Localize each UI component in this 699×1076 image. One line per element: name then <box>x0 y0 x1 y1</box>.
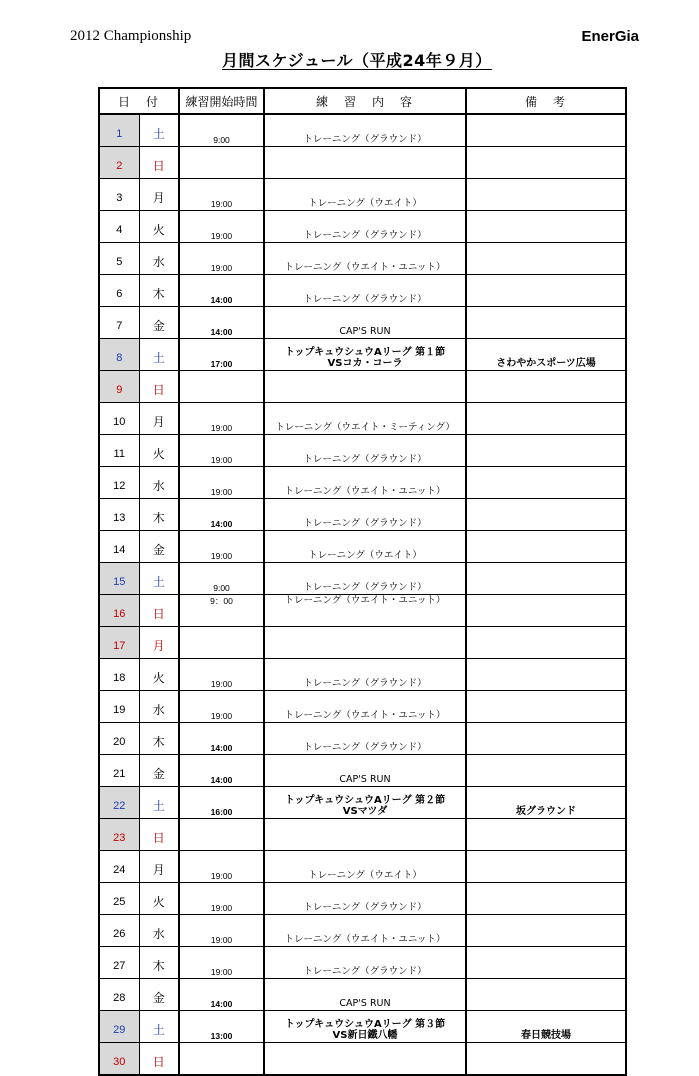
schedule-table <box>98 87 627 1076</box>
weekday: 火 <box>139 659 179 691</box>
practice-content <box>264 755 466 787</box>
remarks <box>466 755 626 787</box>
practice-content <box>264 275 466 307</box>
start-time: 9:00 <box>179 563 264 595</box>
day-number: 17 <box>99 627 139 659</box>
table-row <box>99 883 626 915</box>
start-time: 19:00 <box>179 211 264 243</box>
content-line: トレーニング（ウエイト・ユニット） <box>284 934 446 945</box>
table-row <box>99 275 626 307</box>
weekday: 木 <box>139 275 179 307</box>
practice-content <box>264 787 466 819</box>
weekday: 日 <box>139 1043 179 1076</box>
table-row <box>99 627 626 659</box>
practice-content <box>264 627 466 659</box>
weekday: 土 <box>139 787 179 819</box>
day-number: 1 <box>99 114 139 147</box>
content-line: トレーニング（ウエイト） <box>308 198 422 209</box>
content-line: トレーニング（グラウンド） <box>303 518 427 529</box>
practice-content <box>264 1011 466 1043</box>
practice-content <box>264 114 466 147</box>
day-number: 18 <box>99 659 139 691</box>
start-time: 19:00 <box>179 531 264 563</box>
content-line: トレーニング（グラウンド） <box>303 678 427 689</box>
weekday: 土 <box>139 563 179 595</box>
practice-content <box>264 179 466 211</box>
start-time <box>179 147 264 179</box>
practice-content <box>264 307 466 339</box>
table-row <box>99 1043 626 1076</box>
remarks <box>466 819 626 851</box>
table-row <box>99 243 626 275</box>
day-number: 25 <box>99 883 139 915</box>
content-line: トレーニング（グラウンド） <box>303 134 427 145</box>
weekday: 水 <box>139 467 179 499</box>
content-line: トレーニング（ウエイト） <box>308 870 422 881</box>
practice-content <box>264 819 466 851</box>
schedule-body <box>99 114 626 1075</box>
start-time: 19:00 <box>179 883 264 915</box>
day-number: 16 <box>99 595 139 627</box>
start-time: 14:00 <box>179 275 264 307</box>
content-line: トップキュウシュウAリーグ 第２節 <box>284 795 446 806</box>
start-time: 19:00 <box>179 435 264 467</box>
day-number: 14 <box>99 531 139 563</box>
table-row <box>99 1011 626 1043</box>
remarks <box>466 211 626 243</box>
table-header-row <box>99 88 626 114</box>
remarks <box>466 114 626 147</box>
content-line: トレーニング（ウエイト） <box>308 550 422 561</box>
remarks <box>466 563 626 595</box>
start-time <box>179 1043 264 1076</box>
weekday: 木 <box>139 723 179 755</box>
content-line: トレーニング（ウエイト・ユニット） <box>284 710 446 721</box>
practice-content <box>264 883 466 915</box>
day-number: 27 <box>99 947 139 979</box>
start-time: 19:00 <box>179 243 264 275</box>
practice-content <box>264 723 466 755</box>
day-number: 29 <box>99 1011 139 1043</box>
weekday: 水 <box>139 691 179 723</box>
table-row <box>99 211 626 243</box>
remarks <box>466 659 626 691</box>
table-row <box>99 819 626 851</box>
content-line: トレーニング（グラウンド） <box>303 902 427 913</box>
header-championship: 2012 Championship <box>70 28 192 44</box>
remarks <box>466 371 626 403</box>
header-team-name: EnerGia <box>581 28 639 45</box>
table-row <box>99 499 626 531</box>
day-number: 23 <box>99 819 139 851</box>
table-row <box>99 851 626 883</box>
start-time: 19:00 <box>179 403 264 435</box>
practice-content <box>264 339 466 371</box>
practice-content <box>264 371 466 403</box>
start-time: 14:00 <box>179 979 264 1011</box>
day-number: 3 <box>99 179 139 211</box>
remarks <box>466 435 626 467</box>
content-line: トレーニング（グラウンド） <box>303 454 427 465</box>
remarks: 坂グラウンド <box>466 787 626 819</box>
weekday: 火 <box>139 211 179 243</box>
weekday: 土 <box>139 339 179 371</box>
day-number: 30 <box>99 1043 139 1076</box>
start-time <box>179 819 264 851</box>
weekday: 木 <box>139 947 179 979</box>
table-row <box>99 147 626 179</box>
practice-content <box>264 435 466 467</box>
table-row <box>99 371 626 403</box>
content-line: VSコカ・コーラ <box>327 358 403 369</box>
weekday: 日 <box>139 371 179 403</box>
table-row <box>99 595 626 627</box>
start-time <box>179 627 264 659</box>
weekday: 金 <box>139 979 179 1011</box>
practice-content <box>264 979 466 1011</box>
table-row <box>99 531 626 563</box>
content-line: CAP'S RUN <box>339 326 391 337</box>
weekday: 土 <box>139 1011 179 1043</box>
weekday: 月 <box>139 627 179 659</box>
table-row <box>99 435 626 467</box>
start-time: 19:00 <box>179 467 264 499</box>
remarks <box>466 723 626 755</box>
practice-content <box>264 563 466 595</box>
weekday: 日 <box>139 595 179 627</box>
remarks <box>466 851 626 883</box>
start-time: 19:00 <box>179 691 264 723</box>
practice-content <box>264 499 466 531</box>
table-row <box>99 339 626 371</box>
practice-content <box>264 243 466 275</box>
day-number: 13 <box>99 499 139 531</box>
practice-content <box>264 691 466 723</box>
start-time: 19:00 <box>179 915 264 947</box>
remarks <box>466 915 626 947</box>
remarks <box>466 243 626 275</box>
weekday: 水 <box>139 915 179 947</box>
table-row <box>99 979 626 1011</box>
col-header-start-time: 練習開始時間 <box>179 88 264 114</box>
start-time <box>179 371 264 403</box>
content-line: トレーニング（グラウンド） <box>303 294 427 305</box>
day-number: 15 <box>99 563 139 595</box>
weekday: 金 <box>139 755 179 787</box>
weekday: 木 <box>139 499 179 531</box>
table-row <box>99 947 626 979</box>
table-row <box>99 307 626 339</box>
remarks: さわやかスポーツ広場 <box>466 339 626 371</box>
table-row <box>99 179 626 211</box>
day-number: 7 <box>99 307 139 339</box>
weekday: 火 <box>139 883 179 915</box>
content-line: CAP'S RUN <box>339 998 391 1009</box>
col-header-content: 練 習 内 容 <box>264 88 466 114</box>
table-row <box>99 114 626 147</box>
remarks <box>466 531 626 563</box>
content-line: トレーニング（グラウンド） <box>303 582 427 593</box>
day-number: 10 <box>99 403 139 435</box>
weekday: 水 <box>139 243 179 275</box>
page-title: 月間スケジュール（平成24年９月） <box>222 51 492 70</box>
start-time: 9：00 <box>179 595 264 627</box>
weekday: 金 <box>139 531 179 563</box>
content-line: トレーニング（グラウンド） <box>303 742 427 753</box>
day-number: 6 <box>99 275 139 307</box>
content-line: トレーニング（ウエイト・ユニット） <box>284 262 446 273</box>
practice-content <box>264 147 466 179</box>
col-header-date: 日 付 <box>99 88 179 114</box>
table-row <box>99 915 626 947</box>
table-row <box>99 723 626 755</box>
practice-content <box>264 947 466 979</box>
start-time: 13:00 <box>179 1011 264 1043</box>
table-row <box>99 403 626 435</box>
weekday: 月 <box>139 179 179 211</box>
day-number: 11 <box>99 435 139 467</box>
day-number: 22 <box>99 787 139 819</box>
day-number: 12 <box>99 467 139 499</box>
start-time: 14:00 <box>179 307 264 339</box>
content-line: VS新日鐵八幡 <box>332 1030 398 1041</box>
day-number: 4 <box>99 211 139 243</box>
practice-content <box>264 851 466 883</box>
practice-content <box>264 1043 466 1076</box>
practice-content <box>264 531 466 563</box>
start-time: 16:00 <box>179 787 264 819</box>
weekday: 火 <box>139 435 179 467</box>
practice-content <box>264 595 466 627</box>
day-number: 24 <box>99 851 139 883</box>
day-number: 8 <box>99 339 139 371</box>
remarks <box>466 947 626 979</box>
table-row <box>99 659 626 691</box>
start-time: 14:00 <box>179 723 264 755</box>
remarks <box>466 1043 626 1076</box>
table-row <box>99 467 626 499</box>
remarks <box>466 275 626 307</box>
content-line: トップキュウシュウAリーグ 第３節 <box>284 1019 446 1030</box>
start-time: 14:00 <box>179 499 264 531</box>
day-number: 26 <box>99 915 139 947</box>
content-line: トップキュウシュウAリーグ 第１節 <box>284 347 446 358</box>
table-row <box>99 787 626 819</box>
remarks <box>466 595 626 627</box>
start-time: 19:00 <box>179 179 264 211</box>
day-number: 2 <box>99 147 139 179</box>
content-line: CAP'S RUN <box>339 774 391 785</box>
table-row <box>99 563 626 595</box>
practice-content <box>264 211 466 243</box>
remarks <box>466 979 626 1011</box>
practice-content <box>264 403 466 435</box>
remarks <box>466 467 626 499</box>
weekday: 月 <box>139 851 179 883</box>
remarks <box>466 403 626 435</box>
content-line: トレーニング（ウエイト・ユニット） <box>284 486 446 497</box>
remarks <box>466 179 626 211</box>
day-number: 9 <box>99 371 139 403</box>
start-time: 14:00 <box>179 755 264 787</box>
start-time: 17:00 <box>179 339 264 371</box>
start-time: 19:00 <box>179 851 264 883</box>
start-time: 19:00 <box>179 947 264 979</box>
weekday: 日 <box>139 819 179 851</box>
start-time: 19:00 <box>179 659 264 691</box>
content-line: VSマツダ <box>342 806 388 817</box>
weekday: 土 <box>139 114 179 147</box>
day-number: 21 <box>99 755 139 787</box>
remarks <box>466 691 626 723</box>
practice-content <box>264 659 466 691</box>
table-row <box>99 691 626 723</box>
remarks: 春日競技場 <box>466 1011 626 1043</box>
day-number: 20 <box>99 723 139 755</box>
start-time: 9:00 <box>179 114 264 147</box>
remarks <box>466 147 626 179</box>
practice-content <box>264 467 466 499</box>
col-header-remarks: 備 考 <box>466 88 626 114</box>
weekday: 金 <box>139 307 179 339</box>
day-number: 28 <box>99 979 139 1011</box>
content-line: トレーニング（ウエイト・ミーティング） <box>275 422 455 433</box>
table-row <box>99 755 626 787</box>
remarks <box>466 499 626 531</box>
weekday: 日 <box>139 147 179 179</box>
weekday: 月 <box>139 403 179 435</box>
day-number: 19 <box>99 691 139 723</box>
content-line: トレーニング（グラウンド） <box>303 966 427 977</box>
day-number: 5 <box>99 243 139 275</box>
content-line: トレーニング（グラウンド） <box>303 230 427 241</box>
practice-content <box>264 915 466 947</box>
remarks <box>466 883 626 915</box>
content-line: トレーニング（ウエイト・ユニット） <box>284 595 446 606</box>
remarks <box>466 627 626 659</box>
remarks <box>466 307 626 339</box>
